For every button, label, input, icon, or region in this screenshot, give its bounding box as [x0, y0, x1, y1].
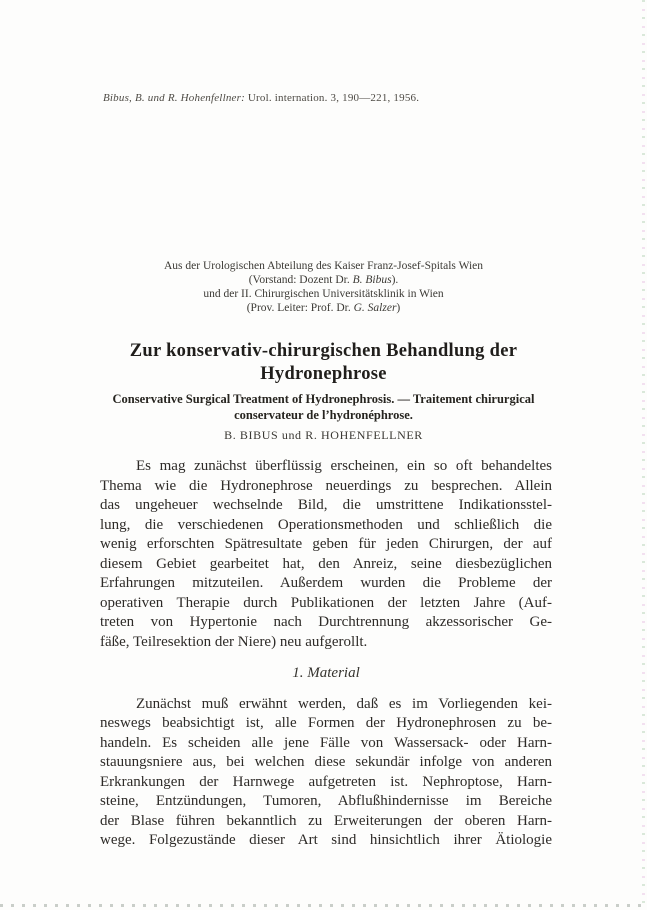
affiliation-line-3: und der II. Chirurgischen Universitätsklinik in Wien: [203, 288, 444, 300]
paragraph-2-line: stauungsniere aus, bei welchen diese sekundär infolge von anderen: [100, 754, 552, 770]
affiliation-line-2: [0, 273, 647, 287]
paragraph-2: [100, 695, 552, 851]
affiliation-block: [0, 259, 647, 315]
paragraph-1-line: fäße, Teilresektion der Niere) neu aufgerollt.: [100, 633, 368, 650]
journal-citation: [103, 92, 419, 104]
scan-edge-noise-right: [642, 0, 645, 910]
paragraph-2-line: steine, Entzündungen, Tumoren, Abflußhindernisse im Bereiche: [100, 793, 552, 809]
paragraph-1-line: diesem Gebiet gearbeitet hat, den Anreiz, seine diesbezüglichen: [100, 555, 552, 572]
affiliation-line-4-name: G. Salzer: [353, 302, 397, 314]
article-subtitle-line-2: conservateur de l’hydronéphrose.: [234, 408, 413, 422]
affiliation-line-2-name: B. Bibus: [352, 274, 392, 286]
affiliation-line-2-suffix: ).: [391, 274, 399, 286]
citation-authors: Bibus, B. und R. Hohenfellner:: [103, 92, 245, 104]
paragraph-2-line: Erkrankungen der Harnwege aufgetreten ist. Nephroptose, Harn-: [100, 773, 552, 790]
paragraph-2-line: wege. Folgezustände dieser Art sind hinsichtlich ihrer Ätiologie: [100, 832, 552, 848]
article-title: [0, 340, 647, 386]
paragraph-1-line: treten von Hypertonie nach Durchtrennung akzessorischer Ge-: [100, 614, 552, 630]
paragraph-1-line: das ungeheuer wechselnde Bild, die umstrittene Indikationsstel-: [100, 497, 552, 513]
paragraph-1-line: Thema wie die Hydronephrose neuerdings zu besprechen. Allein: [100, 477, 552, 494]
paragraph-2-line: Zunächst muß erwähnt werden, daß es im Vorliegenden kei-: [136, 695, 552, 712]
paragraph-1-line: wenig erforschten Spätresultate geben für jeden Chirurgen, der auf: [100, 536, 552, 552]
paragraph-1-line: operativen Therapie durch Publikationen der letzten Jahre (Auf-: [100, 594, 552, 611]
paragraph-1-line: Es mag zunächst überflüssig erscheinen, ein so oft behandeltes: [136, 458, 552, 474]
section-heading-material: 1. Material: [292, 665, 360, 681]
paragraph-2-line: der Blase führen bekanntlich zu Erweiterungen der oberen Harn-: [100, 812, 552, 829]
citation-reference: Urol. internation. 3, 190—221, 1956.: [244, 92, 420, 104]
article-title-line-2: Hydronephrose: [260, 364, 387, 384]
affiliation-line-4: [0, 301, 647, 315]
authors-byline: B. BIBUS und R. HOHENFELLNER: [224, 428, 423, 442]
scan-edge-noise-bottom: [0, 904, 647, 907]
paragraph-2-line: handeln. Es scheiden alle jene Fälle von Wassersack- oder Harn-: [100, 734, 552, 751]
affiliation-line-4-suffix: ): [396, 302, 401, 314]
article-title-line-1: Zur konservativ-chirurgischen Behandlung der: [129, 341, 518, 361]
affiliation-line-1: Aus der Urologischen Abteilung des Kaiser Franz-Josef-Spitals Wien: [163, 260, 484, 272]
paragraph-1-line: Erfahrungen mitzuteilen. Außerdem wurden die Probleme der: [100, 575, 552, 591]
affiliation-line-4-prefix: (Prov. Leiter: Prof. Dr.: [246, 302, 354, 314]
article-subtitle-line-1: Conservative Surgical Treatment of Hydronephrosis. — Traitement chirurgical: [112, 392, 535, 406]
paragraph-2-line: neswegs beabsichtigt ist, alle Formen der Hydronephrosen zu be-: [100, 715, 552, 731]
paragraph-1-line: lung, die verschiedenen Operationsmethoden und schließlich die: [100, 516, 552, 533]
body-text-column: [100, 457, 552, 851]
affiliation-line-2-prefix: (Vorstand: Dozent Dr.: [248, 274, 353, 286]
article-subtitle: [0, 391, 647, 423]
paragraph-1: [100, 457, 552, 652]
